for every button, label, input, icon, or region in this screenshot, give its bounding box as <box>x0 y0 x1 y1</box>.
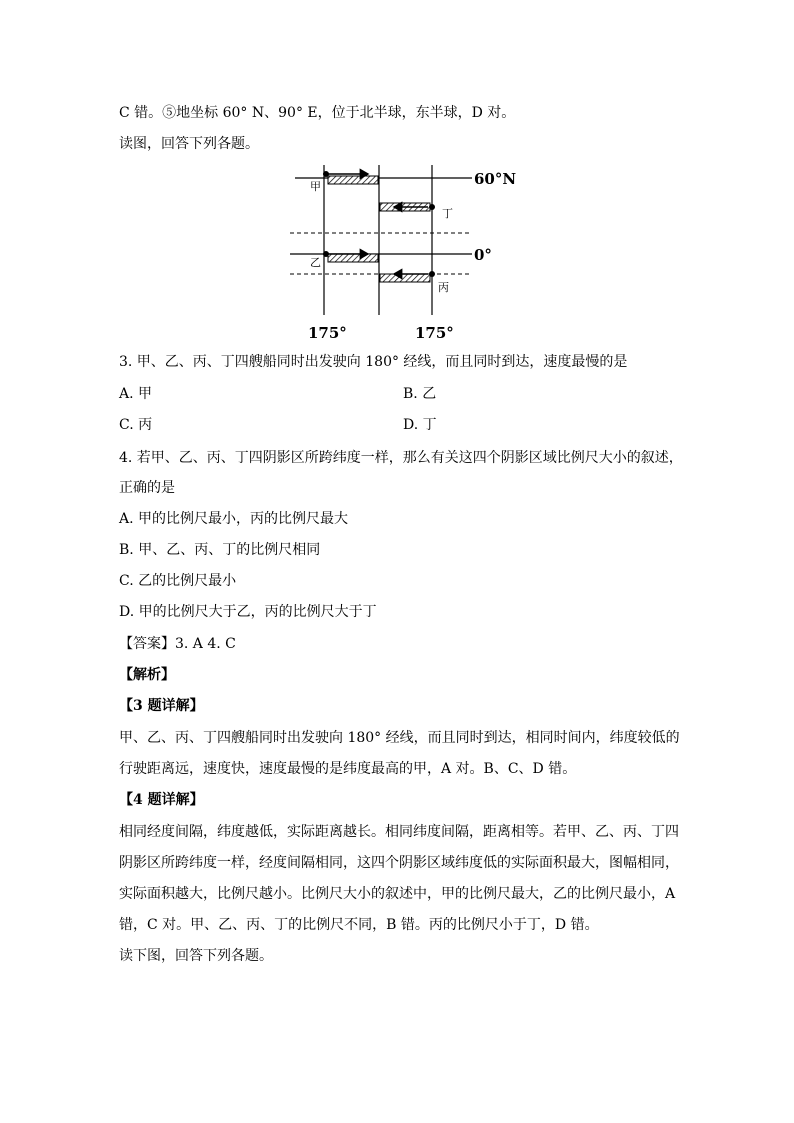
analysis-heading: 【解析】 <box>119 667 175 683</box>
label-lat-60n: 60°N <box>474 170 517 188</box>
detail-3-line: 甲、乙、丙、丁四艘船同时出发驶向 180° 经线，而且同时到达，相同时间内，纬度较低的 <box>119 730 680 746</box>
option-3b: B. 乙 <box>403 386 437 402</box>
option-3d: D. 丁 <box>403 417 437 433</box>
shaded-region-jia <box>328 176 378 184</box>
option-4b: B. 甲、乙、丙、丁的比例尺相同 <box>119 542 321 558</box>
ship-point-bing <box>429 271 435 277</box>
question-3: 3. 甲、乙、丙、丁四艘船同时出发驶向 180° 经线，而且同时到达，速度最慢的是 <box>119 354 628 370</box>
text-line: 读图，回答下列各题。 <box>119 136 259 152</box>
option-4d: D. 甲的比例尺大于乙，丙的比例尺大于丁 <box>119 604 377 620</box>
detail-4-heading: 【4 题详解】 <box>119 792 204 808</box>
detail-3-heading: 【3 题详解】 <box>119 698 204 714</box>
ship-point-jia <box>323 171 329 177</box>
label-yi: 乙 <box>310 256 321 269</box>
label-jia: 甲 <box>310 180 321 193</box>
detail-4-line: 实际面积越大，比例尺越小。比例尺大小的叙述中，甲的比例尺最大，乙的比例尺最小，A <box>119 886 676 902</box>
detail-4-line: 阴影区所跨纬度一样，经度间隔相同，这四个阴影区域纬度低的实际面积最大，图幅相同， <box>119 855 679 871</box>
option-4c: C. 乙的比例尺最小 <box>119 573 237 589</box>
label-lat-0: 0° <box>474 246 492 264</box>
detail-3-line: 行驶距离远，速度快，速度最慢的是纬度最高的甲，A 对。B、C、D 错。 <box>119 761 577 777</box>
text-line: C 错。⑤地坐标 60° N、90° E，位于北半球，东半球，D 对。 <box>119 105 516 121</box>
detail-4-line: 相同经度间隔，纬度越低，实际距离越长。相同纬度间隔，距离相等。若甲、乙、丙、丁四 <box>119 824 679 840</box>
ship-point-yi <box>323 251 329 257</box>
text-line: 读下图，回答下列各题。 <box>119 948 273 964</box>
question-4-cont: 正确的是 <box>119 480 175 496</box>
label-bing: 丙 <box>438 281 449 294</box>
option-3c: C. 丙 <box>119 417 153 433</box>
ship-point-ding <box>429 204 435 210</box>
shaded-region-bing <box>380 274 430 282</box>
detail-4-line: 错，C 对。甲、乙、丙、丁的比例尺不同，B 错。丙的比例尺小于丁，D 错。 <box>119 917 599 933</box>
question-4: 4. 若甲、乙、丙、丁四阴影区所跨纬度一样，那么有关这四个阴影区域比例尺大小的叙述， <box>119 450 683 466</box>
latitude-longitude-diagram <box>290 165 520 345</box>
option-3a: A. 甲 <box>119 386 153 402</box>
shaded-region-yi <box>328 254 378 262</box>
option-4a: A. 甲的比例尺最小，丙的比例尺最大 <box>119 511 349 527</box>
label-lon-right: 175° <box>415 324 454 342</box>
label-lon-left: 175° <box>308 324 347 342</box>
answer-line: 【答案】3. A 4. C <box>119 636 236 652</box>
label-ding: 丁 <box>442 207 453 220</box>
